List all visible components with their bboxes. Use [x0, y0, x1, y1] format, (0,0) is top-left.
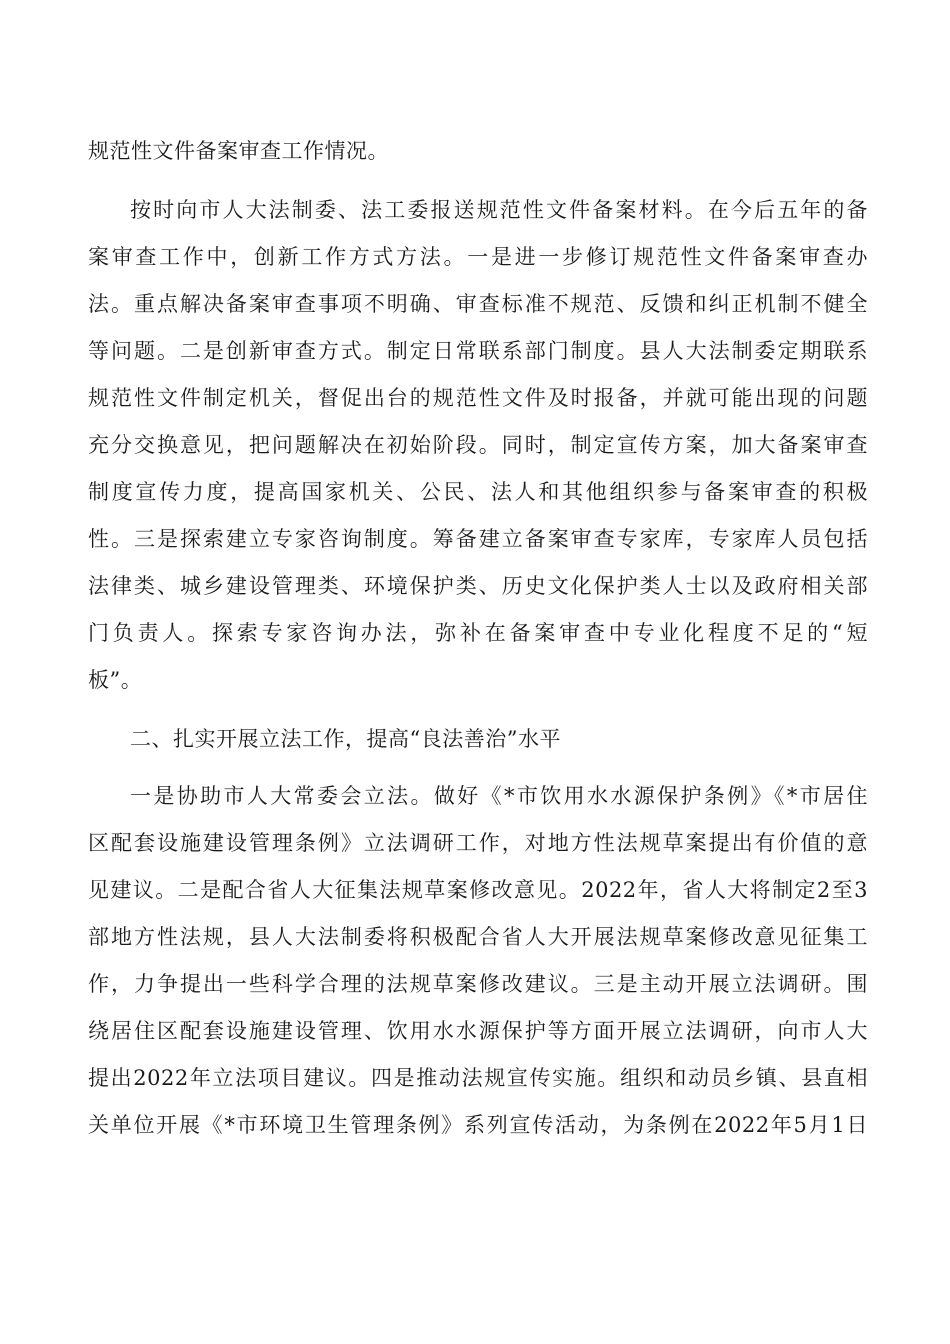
- text-line-3: 案审查工作中，创新工作方式方法。一是进一步修订规范性文件备案审查办: [88, 245, 868, 269]
- text-line-5: 等问题。二是创新审查方式。制定日常联系部门制度。县人大法制委定期联系: [88, 339, 868, 363]
- text-line-12: 板”。: [88, 668, 143, 692]
- section-heading: 二、扎实开展立法工作，提高“良法善治”水平: [130, 727, 561, 751]
- text-line-15: 区配套设施建设管理条例》立法调研工作，对地方性法规草案提出有价值的意: [88, 831, 868, 855]
- text-line-11: 门负责人。探索专家咨询办法，弥补在备案审查中专业化程度不足的“短: [88, 621, 868, 645]
- text-line-20: 提出2022年立法项目建议。四是推动法规宣传实施。组织和动员乡镇、县直相: [88, 1066, 868, 1090]
- text-line-22: [88, 1159, 868, 1185]
- text-line-6: 规范性文件制定机关，督促出台的规范性文件及时报备，并就可能出现的问题: [88, 386, 868, 410]
- text-line-7: 充分交换意见，把问题解决在初始阶段。同时，制定宣传方案，加大备案审查: [88, 433, 868, 457]
- text-line-16: 见建议。二是配合省人大征集法规草案修改意见。2022年，省人大将制定2至3: [88, 878, 868, 902]
- text-line-21: 关单位开展《*市环境卫生管理条例》系列宣传活动，为条例在2022年5月1日: [88, 1113, 868, 1137]
- text-line-9: 性。三是探索建立专家咨询制度。筹备建立备案审查专家库，专家库人员包括: [88, 527, 868, 551]
- text-line-19: 绕居住区配套设施建设管理、饮用水水源保护等方面开展立法调研，向市人大: [88, 1019, 868, 1043]
- text-line-1: 规范性文件备案审查工作情况。: [88, 139, 389, 163]
- text-line-18: 作，力争提出一些科学合理的法规草案修改建议。三是主动开展立法调研。围: [88, 972, 868, 996]
- text-line-10: 法律类、城乡建设管理类、环境保护类、历史文化保护类人士以及政府相关部: [88, 574, 868, 598]
- text-line-2: 按时向市人大法制委、法工委报送规范性文件备案材料。在今后五年的备: [130, 198, 868, 222]
- text-line-8: 制度宣传力度，提高国家机关、公民、法人和其他组织参与备案审查的积极: [88, 480, 868, 504]
- text-line-17: 部地方性法规，县人大法制委将积极配合省人大开展法规草案修改意见征集工: [88, 925, 868, 949]
- text-line-4: 法。重点解决备案审查事项不明确、审查标准不规范、反馈和纠正机制不健全: [88, 292, 868, 316]
- text-line-14: 一是协助市人大常委会立法。做好《*市饮用水水源保护条例》《*市居住: [130, 784, 868, 808]
